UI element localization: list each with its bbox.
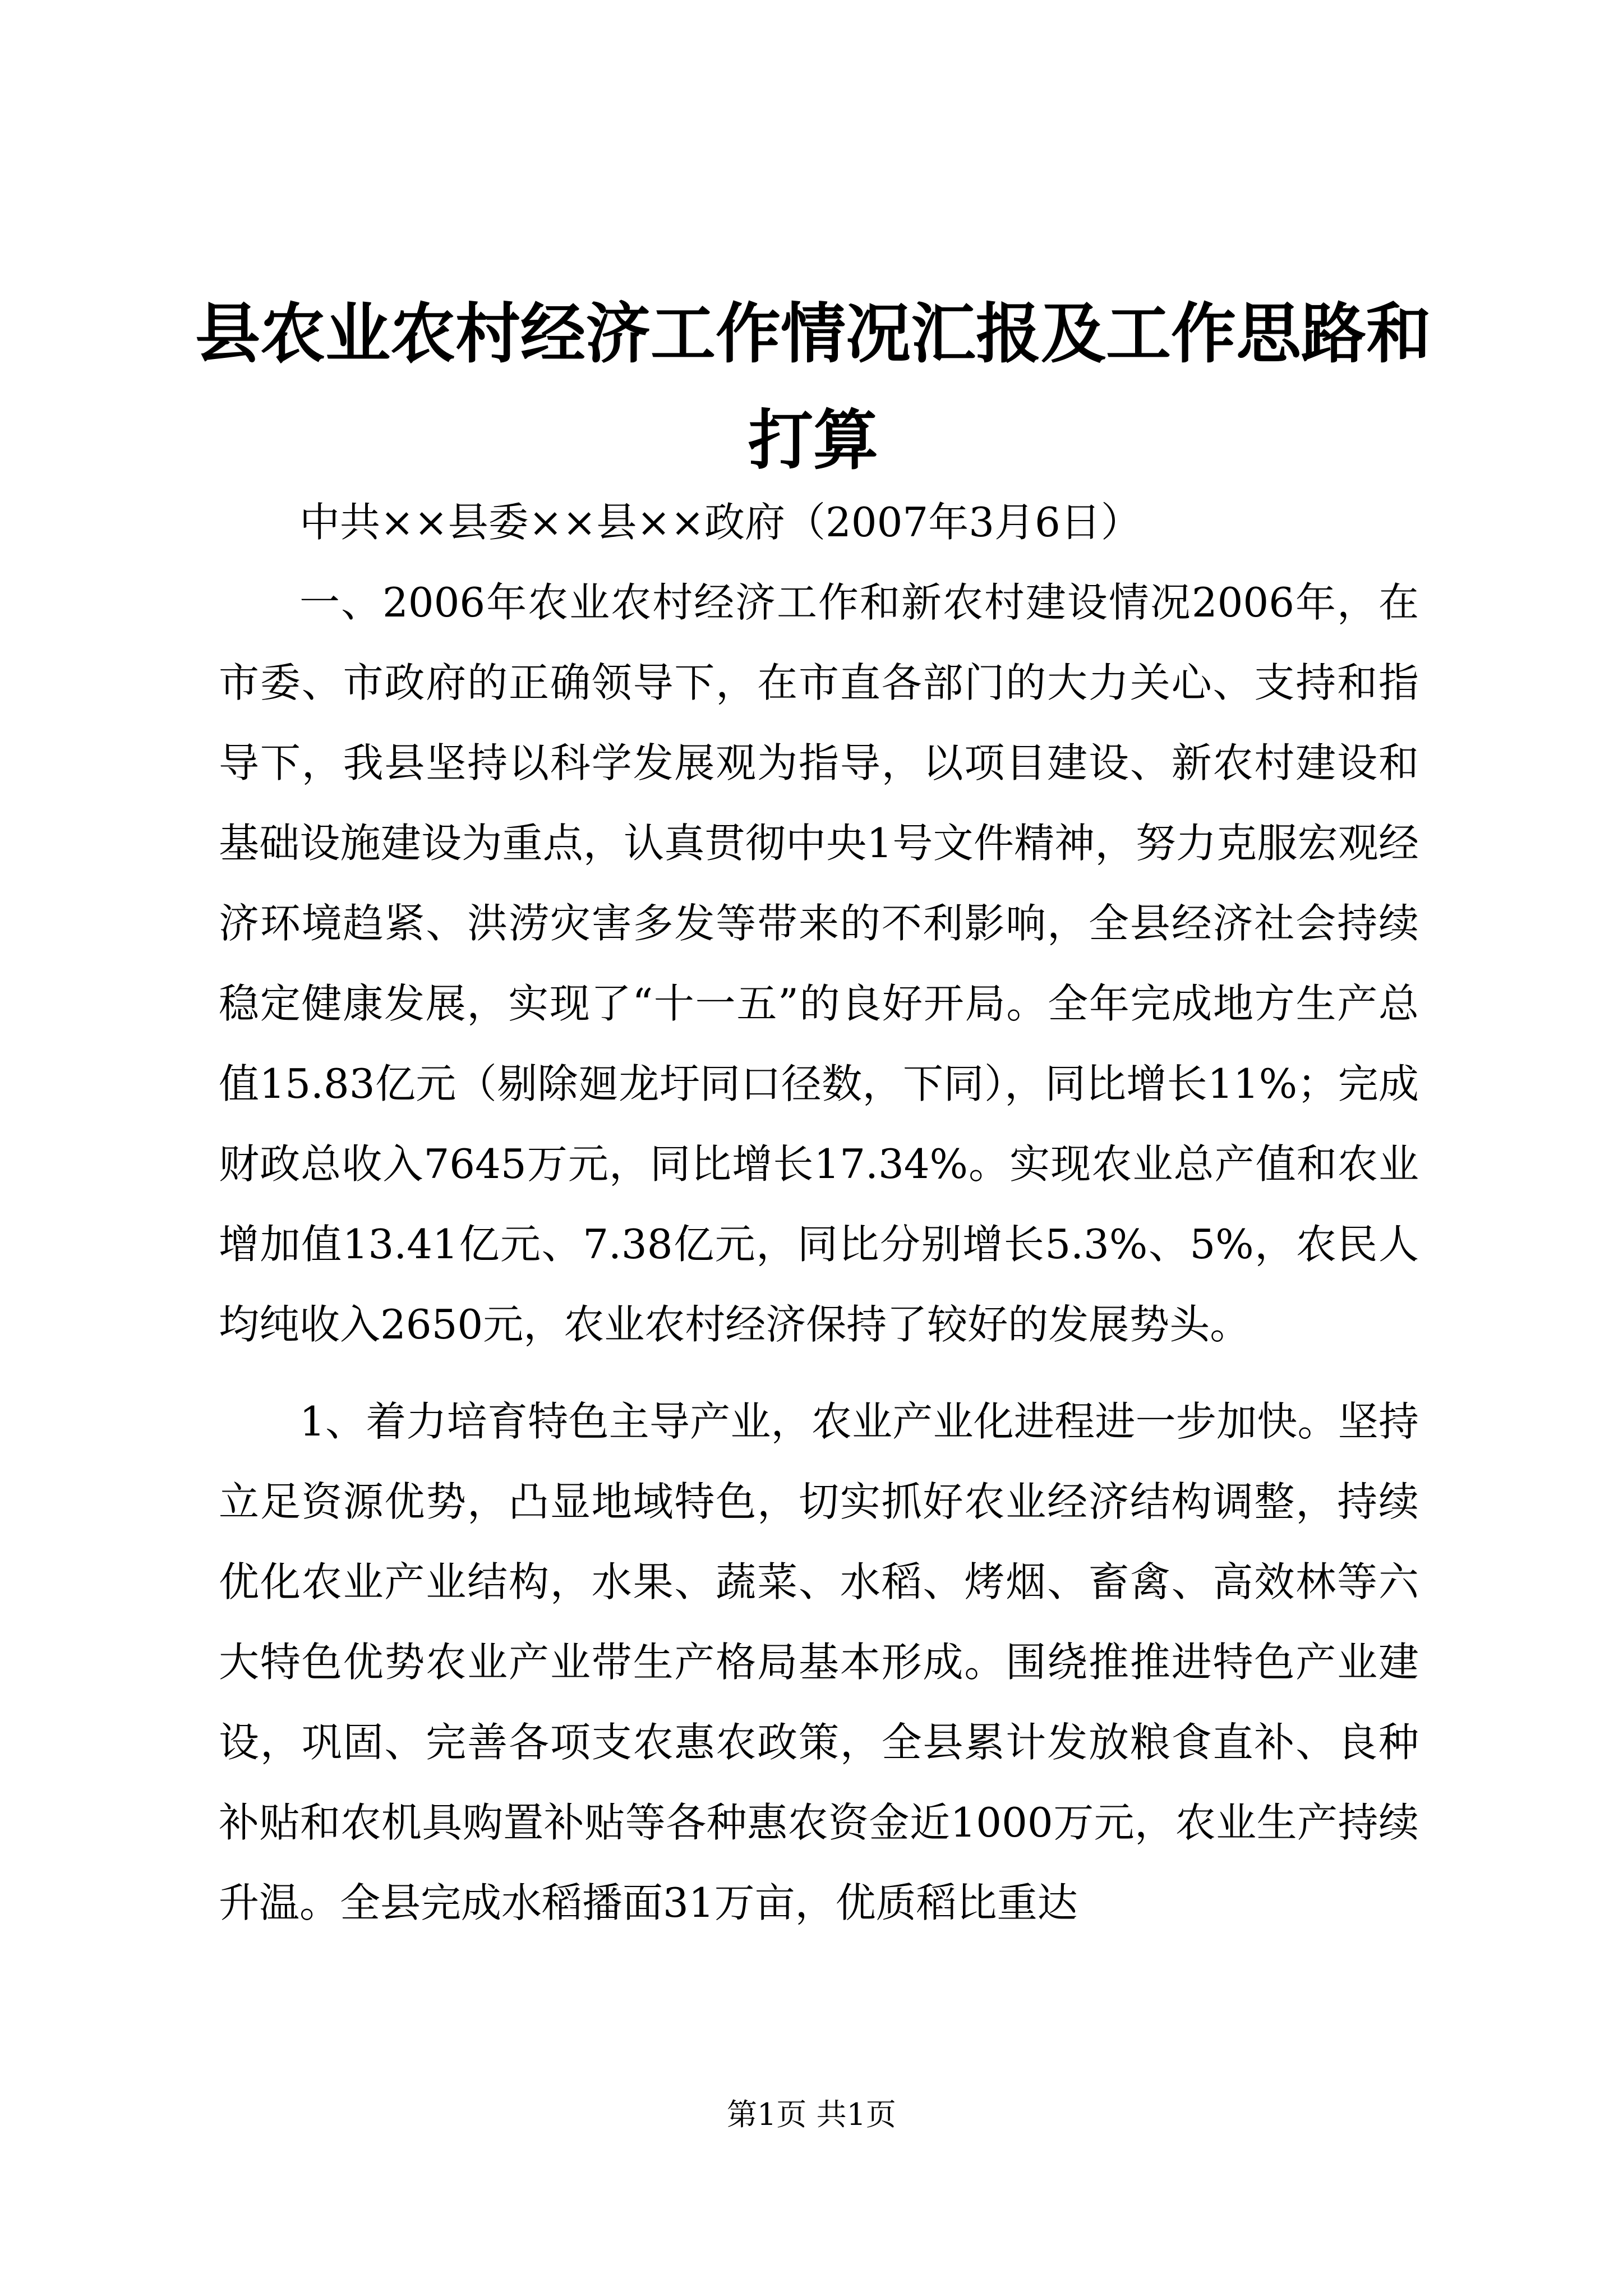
document-body: [219, 482, 1419, 1943]
paragraph-industry: 1、着力培育特色主导产业，农业产业化进程进一步加快。坚持立足资源优势，凸显地域特色，切实抓好农业经济结构调整，持续优化农业产业结构，水果、蔬菜、水稻、烤烟、畜禽、高效林等六大特色优势农业产业带生产格局基本形成。围绕推推进特色产业建设，巩固、完善各项支农惠农政策，全县累计发放粮食直补、良种补贴和农机具购置补贴等各种惠农资金近1000万元，农业生产持续升温。全县完成水稻播面31万亩，优质稻比重达: [219, 1398, 1419, 1926]
page-footer: 第1页 共1页: [727, 2097, 896, 2132]
paragraph-overview: 一、2006年农业农村经济工作和新农村建设情况2006年，在市委、市政府的正确领导下，在市直各部门的大力关心、支持和指导下，我县坚持以科学发展观为指导，以项目建设、新农村建设和基础设施建设为重点，认真贯彻中央1号文件精神，努力克服宏观经济环境趋紧、洪涝灾害多发等带来的不利影响，全县经济社会持续稳定健康发展，实现了“十一五”的良好开局。全年完成地方生产总值15.83亿元（剔除廻龙圩同口径数，下同），同比增长11%；完成财政总收入7645万元，同比增长17.34%。实现农业总产值和农业增加值13.41亿元、7.38亿元，同比分别增长5.3%、5%，农民人均纯收入2650元，农业农村经济保持了较好的发展势头。: [219, 579, 1419, 1348]
document-title: 县农业农村经济工作情况汇报及工作思路和打算: [195, 296, 1431, 478]
issuer-line: 中共××县委××县××政府（2007年3月6日）: [299, 499, 1141, 546]
